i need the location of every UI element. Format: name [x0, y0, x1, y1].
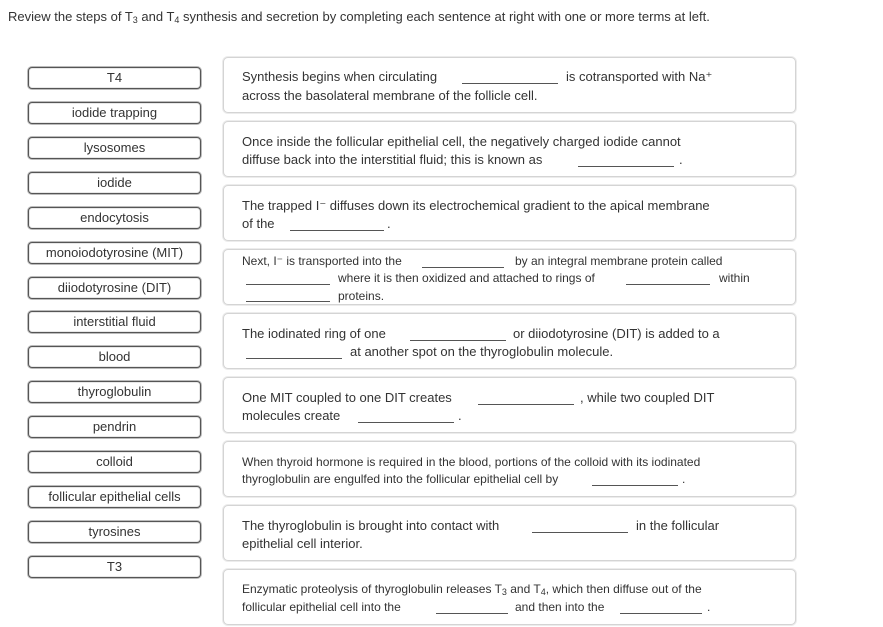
term-thyroglobulin[interactable]: thyroglobulin: [28, 381, 201, 403]
drop-blank-4-3[interactable]: [626, 284, 710, 285]
drop-blank-5-2[interactable]: [246, 358, 342, 359]
sentence-5-text-b: or diiodotyrosine (DIT) is added to a: [513, 326, 720, 341]
sentence-card-5: [223, 313, 796, 369]
sentence-1-text-b: is cotransported with Na⁺: [566, 69, 713, 84]
drop-blank-7-1[interactable]: [592, 485, 678, 486]
sentence-7-text-a: When thyroid hormone is required in the blood, portions of the colloid with its iodinated: [242, 455, 701, 469]
sentence-4-text-c: where it is then oxidized and attached to rings of: [338, 271, 595, 285]
term-interstitial-fluid[interactable]: interstitial fluid: [28, 311, 201, 333]
sentence-5-text-a: The iodinated ring of one: [242, 326, 386, 341]
sentence-6-text-b: , while two coupled DIT: [580, 390, 715, 405]
drop-blank-9-1[interactable]: [436, 613, 508, 614]
sentence-1-text-c: across the basolateral membrane of the follicle cell.: [242, 88, 538, 103]
term-blood[interactable]: blood: [28, 346, 201, 368]
term-iodide-trapping[interactable]: iodide trapping: [28, 102, 201, 124]
drop-blank-4-2[interactable]: [246, 284, 330, 285]
drop-blank-6-2[interactable]: [358, 422, 454, 423]
drop-blank-4-1[interactable]: [422, 267, 504, 268]
sentence-4-text-e: proteins.: [338, 289, 385, 303]
drop-blank-9-2[interactable]: [620, 613, 702, 614]
term-follicular-epithelial-cells[interactable]: follicular epithelial cells: [28, 486, 201, 508]
sentence-card-6: [223, 377, 796, 433]
sentence-5-text-c: at another spot on the thyroglobulin molecule.: [350, 344, 614, 359]
term-pendrin[interactable]: pendrin: [28, 416, 201, 438]
instructions: Review the steps of $T_3$ and $T_4$ synthesis and secretion by completing each sentence at right with one or more terms at left.: [8, 9, 710, 25]
sentence-4-text-d: within: [719, 271, 750, 285]
drop-blank-3-1[interactable]: [290, 230, 384, 231]
term-lysosomes[interactable]: lysosomes: [28, 137, 201, 159]
sentence-9-text-c: and then into the: [515, 600, 605, 614]
sentence-4-text-a: Next, I⁻ is transported into the: [242, 254, 402, 268]
term-monoiodotyrosine[interactable]: monoiodotyrosine (MIT): [28, 242, 201, 264]
sentence-1-text-a: Synthesis begins when circulating: [242, 69, 438, 84]
sentence-6-text-a: One MIT coupled to one DIT creates: [242, 390, 452, 405]
drop-blank-1-1[interactable]: [462, 83, 558, 84]
sentence-4-text-b: by an integral membrane protein called: [515, 254, 723, 268]
sentence-card-4: [223, 249, 796, 305]
sentence-2-text-b: diffuse back into the interstitial fluid; this is known as: [242, 152, 543, 167]
drop-blank-2-1[interactable]: [578, 166, 674, 167]
sentence-card-1: [223, 57, 796, 113]
sentence-card-3: [223, 185, 796, 241]
sentence-card-7: [223, 441, 796, 497]
sentence-card-2: [223, 121, 796, 177]
sentence-8-text-a: The thyroglobulin is brought into contact with: [242, 518, 500, 533]
term-iodide[interactable]: iodide: [28, 172, 201, 194]
sentence-2-text-c: .: [679, 152, 683, 167]
term-diiodotyrosine[interactable]: diiodotyrosine (DIT): [28, 277, 201, 299]
sentence-8-text-b: in the follicular: [636, 518, 720, 533]
sentence-2-text-a: Once inside the follicular epithelial cell, the negatively charged iodide cannot: [242, 134, 681, 149]
sentence-6-text-d: .: [458, 408, 462, 423]
sentence-7-text-b: thyroglobulin are engulfed into the follicular epithelial cell by: [242, 472, 559, 486]
term-colloid[interactable]: colloid: [28, 451, 201, 473]
sentence-3-text-a: The trapped I⁻ diffuses down its electrochemical gradient to the apical membrane: [242, 198, 710, 213]
drop-blank-8-1[interactable]: [532, 532, 628, 533]
term-tyrosines[interactable]: tyrosines: [28, 521, 201, 543]
sentence-9-text-b: follicular epithelial cell into the: [242, 600, 401, 614]
sentence-3-text-c: .: [387, 216, 391, 231]
term-t4[interactable]: T4: [28, 67, 201, 89]
sentence-3-text-b: of the: [242, 216, 275, 231]
drop-blank-5-1[interactable]: [410, 340, 506, 341]
term-endocytosis[interactable]: endocytosis: [28, 207, 201, 229]
term-t3[interactable]: T3: [28, 556, 201, 578]
drop-blank-4-4[interactable]: [246, 301, 330, 302]
sentence-6-text-c: molecules create: [242, 408, 341, 423]
sentence-7-text-c: .: [682, 472, 686, 486]
sentence-card-9: [223, 569, 796, 625]
sentence-8-text-c: epithelial cell interior.: [242, 536, 363, 551]
sentence-9-text-a: Enzymatic proteolysis of thyroglobulin releases $T_3$ and $T_4$, which then diffuse out of the: [242, 582, 702, 597]
sentence-9-text-d: .: [707, 600, 711, 614]
drop-blank-6-1[interactable]: [478, 404, 574, 405]
sentence-card-8: [223, 505, 796, 561]
